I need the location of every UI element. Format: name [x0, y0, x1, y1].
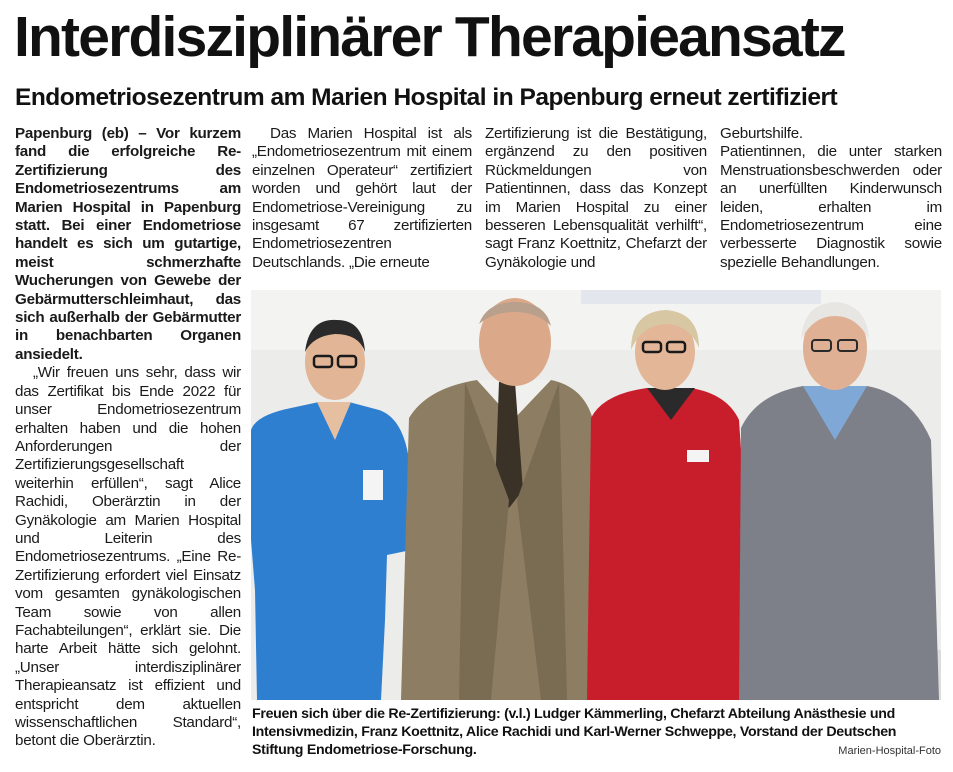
- subheadline: Endometriosezentrum am Marien Hospital in Papenburg erneut zertifiziert: [15, 84, 838, 111]
- lead-paragraph: Papenburg (eb) – Vor kurzem fand die erfolgreiche Re-Zertifizierung des Endometriosezentrums am Marien Hospital in Papenburg statt. Bei einer Endometriose handelt es sich um gutartige, meist schmerzhafte Wucherungen von Gewebe der Gebärmutterschleimhaut, das sich außerhalb der Gebärmutter in benachbarten Organen ansiedelt.: [15, 125, 241, 363]
- text-column-2: [252, 125, 472, 272]
- body-paragraph-2: Das Marien Hospital ist als „Endometriosezentrum mit einem einzelnen Operateur“ zertifiziert worden und gehört laut der Endometriose-Vereinigung zu insgesamt 67 zertifizierten Endometriosezentren Deutschlands. „Die erneute: [252, 125, 472, 271]
- body-paragraph-4a: Geburtshilfe.: [720, 125, 803, 142]
- text-column-4: [720, 125, 942, 272]
- body-paragraph-4b: Patientinnen, die unter starken Menstruationsbeschwerden oder an unerfüllten Kinderwunsch leiden, erhalten im Endometriosezentrum eine verbesserte Diagnostik sowie spezielle Behandlungen.: [720, 143, 942, 271]
- body-paragraph-3: Zertifizierung ist die Bestätigung, ergänzend zu den positiven Rückmeldungen von Patientinnen, dass das Konzept im Marien Hospital zu einer besseren Lebensqualität verhilft“, sagt Franz Koettnitz, Chefarzt der Gynäkologie und: [485, 125, 707, 271]
- photo-caption: Freuen sich über die Re-Zertifizierung: (v.l.) Ludger Kämmerling, Chefarzt Abteilung Anästhesie und Intensivmedizin, Franz Koettnitz, Alice Rachidi und Karl-Werner Schweppe, Vorstand der Deutschen Stiftung Endometriose-Forschung.: [252, 706, 897, 759]
- headline: Interdisziplinärer Therapieansatz: [14, 5, 845, 69]
- text-column-1: [15, 125, 241, 751]
- photo-credit: Marien-Hospital-Foto: [838, 745, 941, 757]
- group-photo: [251, 290, 941, 700]
- body-paragraph-1: „Wir freuen uns sehr, dass wir das Zertifikat bis Ende 2022 für unser Endometriosezentrum erhalten haben und die hohen Anforderungen der Zertifizierungsgesellschaft weiterhin erfüllen“, sagt Alice Rachidi, Oberärztin in der Gynäkologie am Marien Hospital und Leiterin des Endometriosezentrums. „Eine Re-Zertifizierung erfordert viel Einsatz vom gesamten gynäkologischen Team sowie von allen Fachabteilungen“, erklärt sie. Die harte Arbeit hätte sich gelohnt. „Unser interdisziplinärer Therapieansatz ist effizient und entspricht dem aktuellen wissenschaftlichen Standard“, betont die Oberärztin.: [15, 364, 241, 750]
- text-column-3: [485, 125, 707, 272]
